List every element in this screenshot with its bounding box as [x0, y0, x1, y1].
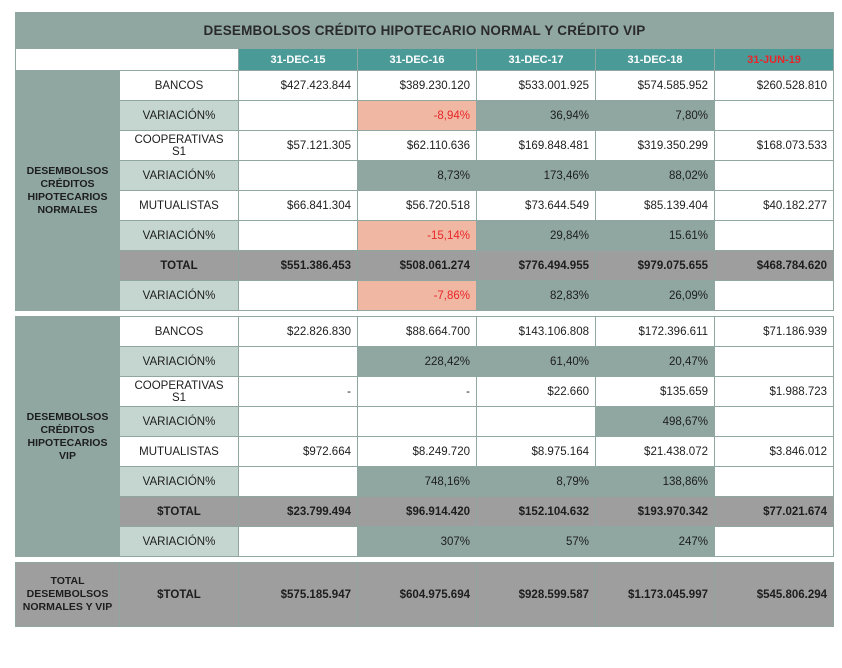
variation-cell [715, 347, 834, 377]
row-label: $TOTAL [120, 497, 239, 527]
variation-label: VARIACIÓN% [120, 101, 239, 131]
value-cell: $40.182.277 [715, 191, 834, 221]
group-label-grand-total: TOTAL DESEMBOLSOS NORMALES Y VIP [16, 563, 120, 627]
value-cell: $22.826.830 [239, 317, 358, 347]
date-header: 31-DEC-18 [596, 49, 715, 71]
variation-row [16, 161, 834, 191]
report-table-container [15, 12, 833, 627]
value-cell: $551.386.453 [239, 251, 358, 281]
variation-cell: 228,42% [358, 347, 477, 377]
table-title: DESEMBOLSOS CRÉDITO HIPOTECARIO NORMAL Y CRÉDITO VIP [16, 13, 834, 49]
header-blank-cell [16, 49, 239, 71]
disbursements-table [15, 12, 834, 627]
date-header: 31-JUN-19 [715, 49, 834, 71]
total-row [16, 251, 834, 281]
value-cell: $169.848.481 [477, 131, 596, 161]
variation-row [16, 281, 834, 311]
variation-cell [477, 407, 596, 437]
variation-cell [239, 101, 358, 131]
total-row [16, 497, 834, 527]
value-cell: $545.806.294 [715, 563, 834, 627]
variation-cell: 7,80% [596, 101, 715, 131]
value-cell: $66.841.304 [239, 191, 358, 221]
value-cell: $319.350.299 [596, 131, 715, 161]
value-cell: $62.110.636 [358, 131, 477, 161]
variation-row [16, 347, 834, 377]
value-cell: $1.988.723 [715, 377, 834, 407]
variation-cell: -7,86% [358, 281, 477, 311]
value-cell: $77.021.674 [715, 497, 834, 527]
table-row [16, 377, 834, 407]
value-cell: $56.720.518 [358, 191, 477, 221]
table-row [16, 131, 834, 161]
value-cell: $928.599.587 [477, 563, 596, 627]
date-header-row [16, 49, 834, 71]
value-cell: $88.664.700 [358, 317, 477, 347]
value-cell: - [239, 377, 358, 407]
variation-row [16, 527, 834, 557]
variation-cell [239, 467, 358, 497]
variation-cell: 20,47% [596, 347, 715, 377]
value-cell: $574.585.952 [596, 71, 715, 101]
row-label: TOTAL [120, 251, 239, 281]
variation-row [16, 407, 834, 437]
value-cell: $427.423.844 [239, 71, 358, 101]
variation-cell: 173,46% [477, 161, 596, 191]
value-cell: $776.494.955 [477, 251, 596, 281]
value-cell: $604.975.694 [358, 563, 477, 627]
variation-cell [239, 347, 358, 377]
value-cell: $172.396.611 [596, 317, 715, 347]
value-cell: $8.975.164 [477, 437, 596, 467]
variation-cell: 498,67% [596, 407, 715, 437]
value-cell: $152.104.632 [477, 497, 596, 527]
value-cell: $8.249.720 [358, 437, 477, 467]
variation-cell [715, 407, 834, 437]
variation-row [16, 221, 834, 251]
group-label-normal: DESEMBOLSOS CRÉDITOS HIPOTECARIOS NORMALES [16, 71, 120, 311]
variation-cell: 36,94% [477, 101, 596, 131]
value-cell: $71.186.939 [715, 317, 834, 347]
value-cell: $21.438.072 [596, 437, 715, 467]
variation-cell [715, 161, 834, 191]
value-cell: $3.846.012 [715, 437, 834, 467]
value-cell: $575.185.947 [239, 563, 358, 627]
row-label: BANCOS [120, 317, 239, 347]
table-row [16, 71, 834, 101]
variation-cell: 57% [477, 527, 596, 557]
row-label: MUTUALISTAS [120, 191, 239, 221]
variation-cell: 8,79% [477, 467, 596, 497]
variation-cell [239, 407, 358, 437]
value-cell: $168.073.533 [715, 131, 834, 161]
value-cell: $73.644.549 [477, 191, 596, 221]
value-cell: $533.001.925 [477, 71, 596, 101]
variation-cell: -15,14% [358, 221, 477, 251]
variation-cell [715, 221, 834, 251]
row-label: MUTUALISTAS [120, 437, 239, 467]
date-header: 31-DEC-15 [239, 49, 358, 71]
row-label: $TOTAL [120, 563, 239, 627]
value-cell: $979.075.655 [596, 251, 715, 281]
value-cell: $135.659 [596, 377, 715, 407]
row-label: COOPERATIVAS S1 [120, 131, 239, 161]
variation-cell [239, 527, 358, 557]
value-cell: $193.970.342 [596, 497, 715, 527]
value-cell: $96.914.420 [358, 497, 477, 527]
variation-cell [239, 221, 358, 251]
variation-cell: 29,84% [477, 221, 596, 251]
variation-cell [715, 281, 834, 311]
variation-cell: 88,02% [596, 161, 715, 191]
variation-label: VARIACIÓN% [120, 347, 239, 377]
value-cell: $972.664 [239, 437, 358, 467]
variation-label: VARIACIÓN% [120, 221, 239, 251]
variation-row [16, 101, 834, 131]
variation-cell: 26,09% [596, 281, 715, 311]
table-row [16, 191, 834, 221]
value-cell: $389.230.120 [358, 71, 477, 101]
row-label: COOPERATIVAS S1 [120, 377, 239, 407]
group-label-vip: DESEMBOLSOS CRÉDITOS HIPOTECARIOS VIP [16, 317, 120, 557]
variation-cell [358, 407, 477, 437]
variation-cell: -8,94% [358, 101, 477, 131]
variation-label: VARIACIÓN% [120, 281, 239, 311]
value-cell: $468.784.620 [715, 251, 834, 281]
value-cell: $1.173.045.997 [596, 563, 715, 627]
table-row [16, 317, 834, 347]
table-row [16, 437, 834, 467]
variation-cell: 307% [358, 527, 477, 557]
variation-cell: 138,86% [596, 467, 715, 497]
variation-label: VARIACIÓN% [120, 467, 239, 497]
value-cell: $508.061.274 [358, 251, 477, 281]
date-header: 31-DEC-17 [477, 49, 596, 71]
variation-cell [239, 161, 358, 191]
value-cell: $23.799.494 [239, 497, 358, 527]
variation-cell: 247% [596, 527, 715, 557]
value-cell: $260.528.810 [715, 71, 834, 101]
variation-cell: 748,16% [358, 467, 477, 497]
row-label: BANCOS [120, 71, 239, 101]
value-cell: $22.660 [477, 377, 596, 407]
value-cell: - [358, 377, 477, 407]
variation-row [16, 467, 834, 497]
variation-cell [715, 101, 834, 131]
variation-cell [715, 467, 834, 497]
value-cell: $85.139.404 [596, 191, 715, 221]
variation-cell [715, 527, 834, 557]
value-cell: $143.106.808 [477, 317, 596, 347]
variation-label: VARIACIÓN% [120, 407, 239, 437]
variation-cell [239, 281, 358, 311]
value-cell: $57.121.305 [239, 131, 358, 161]
variation-label: VARIACIÓN% [120, 161, 239, 191]
variation-cell: 8,73% [358, 161, 477, 191]
grand-total-row [16, 563, 834, 627]
variation-cell: 15.61% [596, 221, 715, 251]
date-header: 31-DEC-16 [358, 49, 477, 71]
variation-label: VARIACIÓN% [120, 527, 239, 557]
title-row [16, 13, 834, 49]
variation-cell: 61,40% [477, 347, 596, 377]
variation-cell: 82,83% [477, 281, 596, 311]
